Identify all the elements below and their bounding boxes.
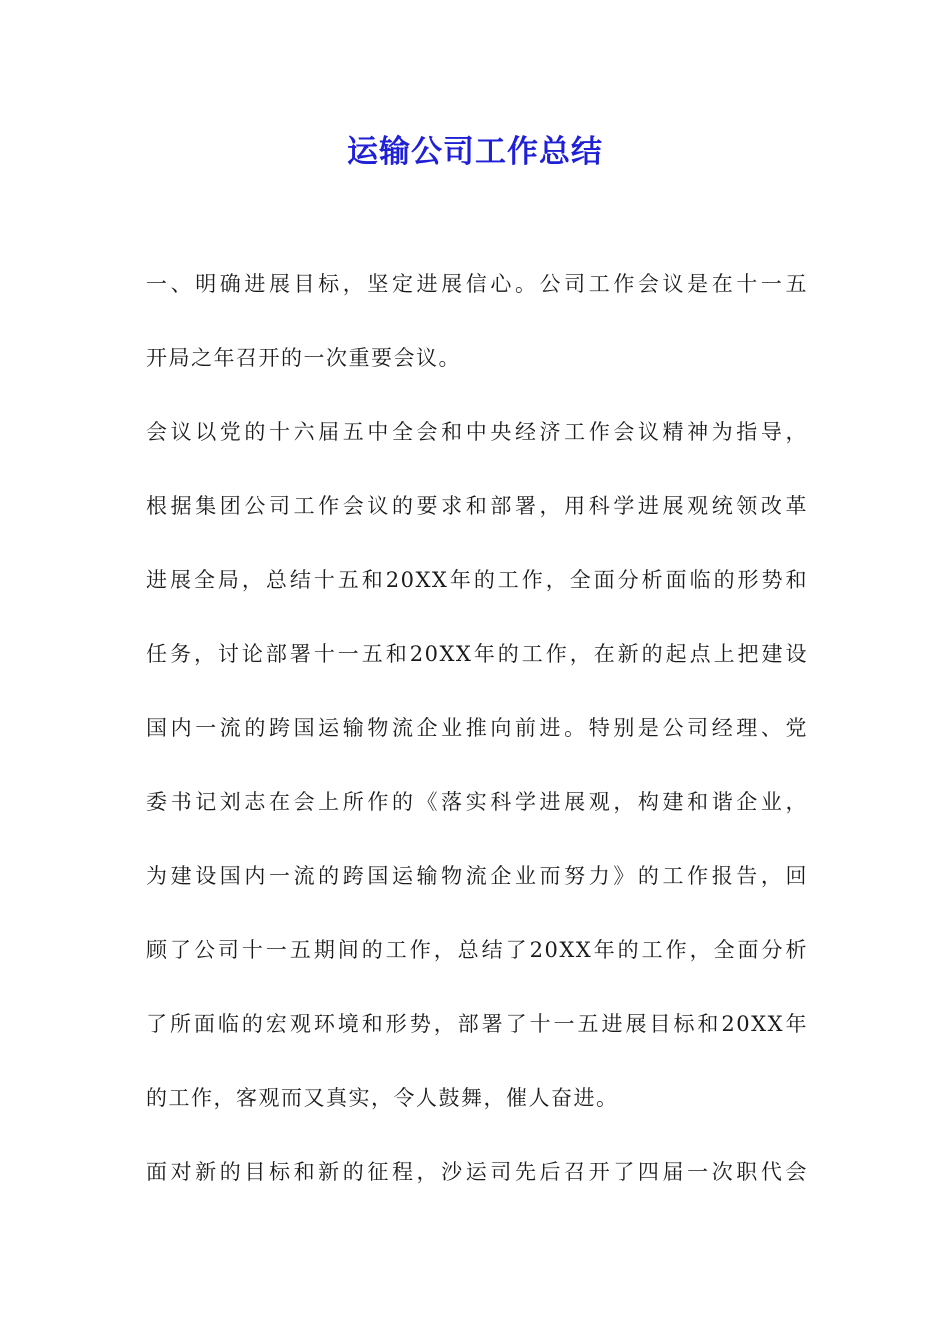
paragraph-3 xyxy=(146,1142,808,1216)
text-line: 为建设国内一流的跨国运输物流企业而努力》的工作报告，回 xyxy=(146,864,808,888)
text-line: 一、明确进展目标，坚定进展信心。公司工作会议是在十一五 xyxy=(146,272,808,296)
paragraph-2 xyxy=(146,402,808,1142)
text-line: 会议以党的十六届五中全会和中央经济工作会议精神为指导， xyxy=(146,420,808,444)
text-line: 了所面临的宏观环境和形势，部署了十一五进展目标和20XX年 xyxy=(146,1012,808,1036)
text-line: 国内一流的跨国运输物流企业推向前进。特别是公司经理、党 xyxy=(146,716,808,740)
text-line: 任务，讨论部署十一五和20XX年的工作，在新的起点上把建设 xyxy=(146,642,808,666)
text-line: 面对新的目标和新的征程，沙运司先后召开了四届一次职代会 xyxy=(146,1160,808,1184)
text-line: 委书记刘志在会上所作的《落实科学进展观，构建和谐企业， xyxy=(146,790,808,814)
text-line: 顾了公司十一五期间的工作，总结了20XX年的工作，全面分析 xyxy=(146,938,808,962)
document-body xyxy=(146,254,808,1216)
text-line: 进展全局，总结十五和20XX年的工作，全面分析面临的形势和 xyxy=(146,568,808,592)
document-title: 运输公司工作总结 xyxy=(347,134,603,170)
paragraph-1 xyxy=(146,254,808,402)
text-line: 开局之年召开的一次重要会议。 xyxy=(146,346,461,370)
text-line: 的工作，客观而又真实，令人鼓舞，催人奋进。 xyxy=(146,1086,619,1110)
text-line: 根据集团公司工作会议的要求和部署，用科学进展观统领改革 xyxy=(146,494,808,518)
